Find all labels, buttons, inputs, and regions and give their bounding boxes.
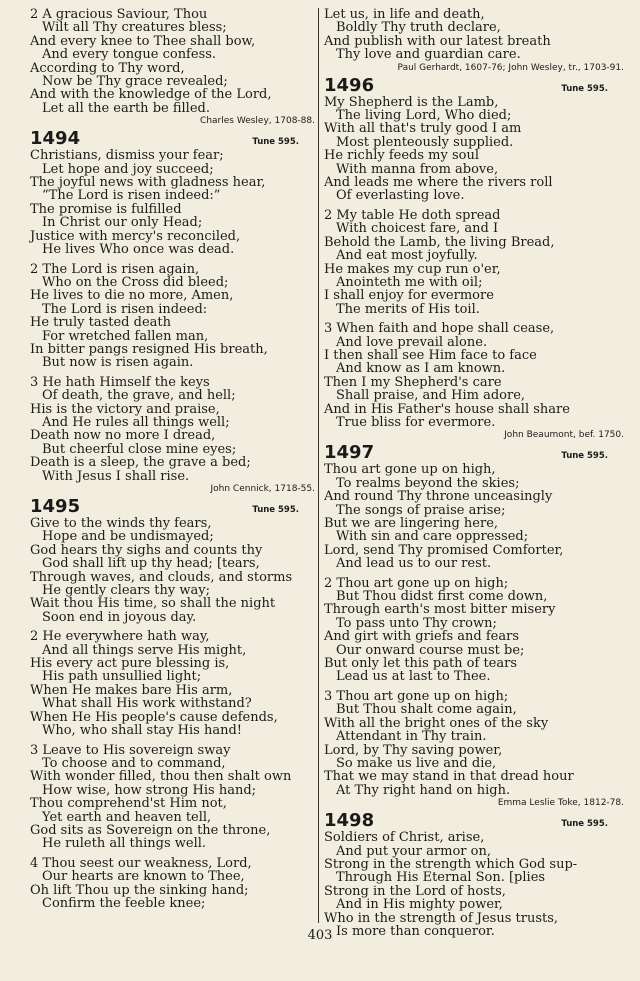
hymn-line: The Lord is risen indeed: — [42, 301, 208, 317]
hymn-line: I then shall see Him face to face — [324, 347, 537, 363]
hymn-line: And round Thy throne unceasingly — [324, 489, 553, 505]
hymn-line: Lord, by Thy saving power, — [324, 742, 503, 758]
hymn-header — [30, 129, 315, 149]
hymn-line: Then I my Shepherd's care — [324, 374, 502, 390]
hymn-line: 2 The Lord is risen again, — [30, 261, 200, 277]
tune-reference: Tune 595. — [252, 505, 299, 515]
hymn-line: He truly tasted death — [30, 315, 171, 331]
hymn-number: 1495 — [30, 496, 81, 517]
hymn-line: Confirm the feeble knee; — [42, 895, 206, 911]
hymn-line: And in His Father's house shall share — [324, 401, 570, 417]
hymn-line: True bliss for evermore. — [336, 414, 496, 430]
tune-reference: Tune 595. — [561, 451, 608, 462]
hymn-line: He gently clears thy way; — [42, 583, 210, 599]
hymn-line: And every knee to Thee shall bow, — [30, 33, 256, 49]
hymn-line: The living Lord, Who died; — [336, 108, 512, 124]
hymn-line: Through waves, and clouds, and storms — [30, 569, 293, 585]
hymn-line: Through His Eternal Son. [plies — [336, 870, 546, 886]
hymn-line: Now be Thy grace revealed; — [42, 74, 228, 90]
tune-reference: Tune 595. — [561, 83, 608, 94]
hymn-line: The songs of praise arise; — [336, 502, 506, 518]
hymn-line: And every tongue confess. — [42, 47, 217, 63]
hymn-line: Behold the Lamb, the living Bread, — [324, 234, 555, 250]
hymn-line: Justice with mercy's reconciled, — [30, 228, 241, 244]
hymn-line: The promise is fulfilled — [30, 201, 182, 217]
hymn-number: 1494 — [30, 128, 81, 150]
hymn-line: And with the knowledge of the Lord, — [30, 87, 272, 103]
hymn-line: He ruleth all things well. — [42, 836, 207, 852]
hymn-line: And put your armor on, — [336, 843, 491, 859]
hymn-line: Attendant in Thy train. — [336, 729, 487, 745]
hymn-line: Wait thou His time, so shall the night — [30, 596, 276, 612]
hymn-line: His every act pure blessing is, — [30, 656, 230, 672]
hymn-line: Of death, the grave, and hell; — [42, 388, 236, 404]
hymn-line: Oh lift Thou up the sinking hand; — [30, 882, 249, 898]
hymn-line: To realms beyond the skies; — [336, 475, 520, 491]
hymn-line: When He His people's cause defends, — [30, 709, 278, 725]
hymn-line: That we may stand in that dread hour — [324, 769, 574, 785]
hymn-line: Who, who shall stay His hand! — [42, 723, 242, 739]
author-attribution: Charles Wesley, 1708-88. — [200, 116, 315, 127]
hymn-line: With all the bright ones of the sky — [324, 715, 549, 731]
hymn-line: But now is risen again. — [42, 355, 194, 371]
hymn-line: Most plenteously supplied. — [336, 134, 514, 150]
hymn-line: So make us live and die, — [336, 755, 497, 771]
hymn-line: And girt with griefs and fears — [324, 629, 519, 645]
hymn-line: To choose and to command, — [42, 755, 226, 771]
hymn-line: At Thy right hand on high. — [336, 782, 511, 798]
hymn-line: But Thou didst first come down, — [336, 589, 548, 605]
hymn-line: Give to the winds thy fears, — [30, 516, 212, 531]
hymn-line: Anointeth me with oil; — [336, 274, 483, 290]
hymn-line: Hope and be undismayed; — [42, 529, 214, 545]
hymn-line: 3 Leave to His sovereign sway — [30, 742, 231, 758]
hymn-line: Our onward course must be; — [336, 642, 525, 658]
hymn-header — [324, 76, 624, 96]
hymn-line: In bitter pangs resigned His breath, — [30, 341, 268, 357]
author-attribution: Paul Gerhardt, 1607-76; John Wesley, tr., 1703-91. — [397, 62, 624, 73]
hymn-line: Soldiers of Christ, arise, — [324, 830, 485, 846]
hymn-number: 1497 — [324, 442, 375, 464]
right-column — [324, 8, 624, 938]
hymn-line: Boldly Thy truth declare, — [336, 20, 501, 36]
hymn-line: With sin and care oppressed; — [336, 529, 529, 545]
hymn-line: And lead us to our rest. — [336, 556, 492, 572]
hymn-line: Death is a sleep, the grave a bed; — [30, 455, 251, 471]
hymn-line: Christians, dismiss your fear; — [30, 148, 224, 164]
hymn-line: Thy love and guardian care. — [336, 47, 521, 63]
left-column — [30, 8, 315, 910]
page-number: 403 — [307, 928, 333, 943]
hymn-line: 2 A gracious Saviour, Thou — [30, 7, 208, 22]
hymn-header — [30, 497, 315, 517]
hymn-line: Yet earth and heaven tell, — [42, 809, 212, 825]
hymn-line: Let all the earth be filled. — [42, 100, 210, 116]
hymn-line: But cheerful close mine eyes; — [42, 441, 237, 457]
hymn-line: And He rules all things well; — [42, 414, 230, 430]
hymn-line: For wretched fallen man, — [42, 328, 209, 344]
hymn-line: His path unsullied light; — [42, 669, 202, 685]
hymn-line: With all that's truly good I am — [324, 121, 522, 137]
hymn-line: God shall lift up thy head; [tears, — [42, 556, 260, 572]
hymn-line: His is the victory and praise, — [30, 401, 220, 417]
author-attribution: John Cennick, 1718-55. — [210, 484, 315, 494]
hymn-line: With wonder filled, thou then shalt own — [30, 769, 292, 785]
hymn-line: 3 Thou art gone up on high; — [324, 688, 509, 704]
hymn-line: 4 Thou seest our weakness, Lord, — [30, 855, 252, 871]
hymn-line: And all things serve His might, — [42, 642, 247, 658]
hymn-line: He richly feeds my soul — [324, 148, 479, 164]
hymn-line: What shall His work withstand? — [42, 696, 252, 712]
hymn-number: 1498 — [324, 810, 375, 832]
tune-reference: Tune 595. — [252, 137, 299, 148]
hymn-line: But Thou shalt come again, — [336, 702, 517, 718]
hymn-line: And love prevail alone. — [336, 334, 488, 350]
hymn-line: 2 My table He doth spread — [324, 207, 501, 223]
hymn-line: How wise, how strong His hand; — [42, 782, 257, 798]
hymn-number: 1496 — [324, 74, 375, 96]
hymn-line: With choicest fare, and I — [336, 221, 499, 237]
hymn-line: According to Thy word, — [30, 60, 185, 76]
hymn-line: Of everlasting love. — [336, 188, 465, 204]
author-attribution: John Beaumont, bef. 1750. — [504, 430, 624, 441]
hymn-line: God sits as Sovereign on the throne, — [30, 822, 271, 838]
hymn-line: To pass unto Thy crown; — [336, 615, 497, 631]
hymn-line: Let hope and joy succeed; — [42, 161, 214, 177]
hymn-line: But only let this path of tears — [324, 656, 518, 672]
hymn-line: The merits of His toil. — [336, 301, 480, 317]
hymn-line: “The Lord is risen indeed:” — [42, 188, 221, 204]
hymn-line: Thou comprehend'st Him not, — [30, 796, 227, 812]
hymn-line: Thou art gone up on high, — [324, 462, 496, 478]
hymn-line: 3 He hath Himself the keys — [30, 374, 210, 390]
tune-reference: Tune 595. — [561, 819, 608, 830]
hymn-line: God hears thy sighs and counts thy — [30, 542, 263, 558]
hymn-line: Death now no more I dread, — [30, 428, 216, 444]
hymn-line: Who in the strength of Jesus trusts, — [324, 910, 559, 926]
hymn-line: I shall enjoy for evermore — [324, 288, 494, 304]
hymn-line: But we are lingering here, — [324, 516, 499, 531]
hymn-line: Soon end in joyous day. — [42, 609, 197, 625]
hymn-line: Wilt all Thy creatures bless; — [42, 20, 227, 36]
hymn-line: And know as I am known. — [336, 361, 506, 377]
hymn-line: Our hearts are known to Thee, — [42, 869, 245, 885]
hymn-line: Lead us at last to Thee. — [336, 669, 491, 685]
hymn-line: When He makes bare His arm, — [30, 682, 233, 698]
hymn-line: Is more than conqueror. — [336, 923, 495, 939]
hymn-line: Strong in the strength which God sup- — [324, 856, 578, 872]
hymn-line: He lives Who once was dead. — [42, 242, 235, 258]
hymn-line: And eat most joyfully. — [336, 248, 478, 264]
hymn-line: Shall praise, and Him adore, — [336, 388, 526, 404]
hymn-line: And leads me where the rivers roll — [324, 175, 553, 191]
hymn-line: Who on the Cross did bleed; — [42, 274, 229, 290]
hymn-line: 2 He everywhere hath way, — [30, 629, 210, 645]
hymn-line: In Christ our only Head; — [42, 215, 203, 231]
hymn-line: 2 Thou art gone up on high; — [324, 575, 509, 591]
hymn-line: The joyful news with gladness hear, — [30, 175, 266, 191]
hymn-line: And publish with our latest breath — [324, 33, 551, 49]
author-attribution: Emma Leslie Toke, 1812-78. — [497, 798, 624, 809]
hymn-line: He makes my cup run o'er, — [324, 261, 501, 277]
hymn-line: Let us, in life and death, — [324, 7, 485, 22]
hymn-line: Through earth's most bitter misery — [324, 602, 556, 618]
hymn-line: With manna from above, — [336, 161, 499, 177]
hymn-line: Strong in the Lord of hosts, — [324, 883, 506, 899]
hymn-line: And in His mighty power, — [336, 897, 503, 913]
hymn-header — [324, 443, 624, 463]
column-divider — [318, 8, 319, 923]
hymn-line: With Jesus I shall rise. — [42, 468, 190, 484]
hymn-header — [324, 811, 624, 831]
hymn-line: My Shepherd is the Lamb, — [324, 94, 499, 110]
hymn-line: Lord, send Thy promised Comforter, — [324, 542, 564, 558]
hymn-line: He lives to die no more, Amen, — [30, 288, 234, 304]
hymn-line: 3 When faith and hope shall cease, — [324, 321, 555, 337]
